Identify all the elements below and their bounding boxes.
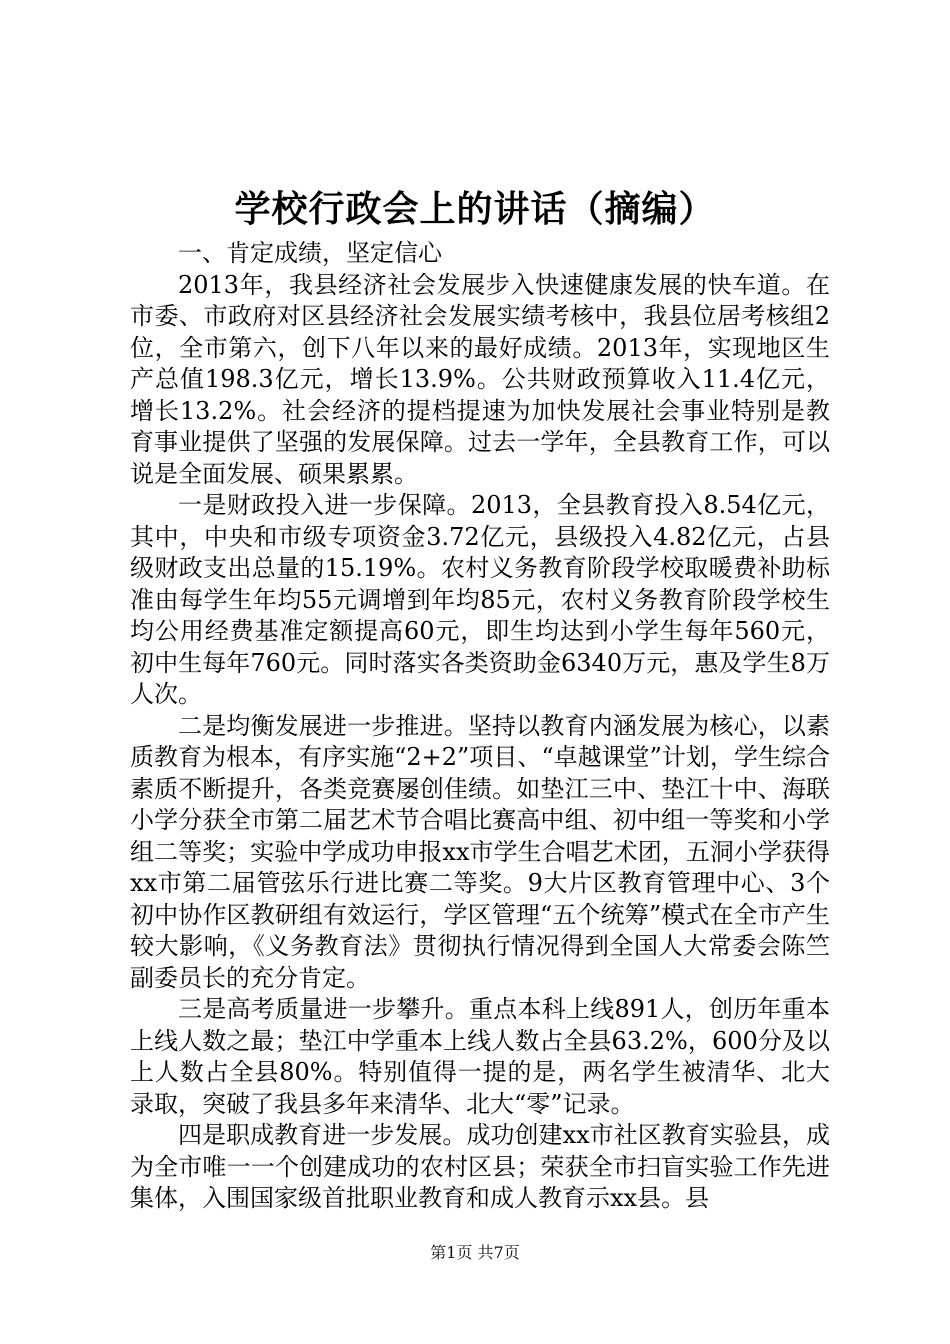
paragraph-overview: 2013年，我县经济社会发展步入快速健康发展的快车道。在市委、市政府对区县经济社会发展实绩考核中，我县位居考核组2位，全市第六，创下八年以来的最好成绩。2013年，实现地区生产总值198.3亿元，增长13.9%。公共财政预算收入11.4亿元，增长13.2%。社会经济的提档提速为加快发展社会事业特别是教育事业提供了坚强的发展保障。过去一学年，全县教育工作，可以说是全面发展、硕果累累。 — [130, 270, 830, 488]
document-body — [130, 238, 830, 1215]
paragraph-vocational-education: 四是职成教育进一步发展。成功创建xx市社区教育实验县，成为全市唯一一个创建成功的农村区县；荣获全市扫盲实验工作先进集体，入围国家级首批职业教育和成人教育示xx县。县 — [130, 1121, 830, 1212]
paragraph-exam-quality: 三是高考质量进一步攀升。重点本科上线891人，创历年重本上线人数之最；垫江中学重本上线人数占全县63.2%，600分及以上人数占全县80%。特别值得一提的是，两名学生被清华、北大录取，突破了我县多年来清华、北大“零”记录。 — [130, 995, 830, 1118]
paragraph-finance: 一是财政投入进一步保障。2013，全县教育投入8.54亿元，其中，中央和市级专项资金3.72亿元，县级投入4.82亿元，占县级财政支出总量的15.19%。农村义务教育阶段学校取暖费补助标准由每学生年均55元调增到年均85元，农村义务教育阶段学校生均公用经费基准定额提高60元，即生均达到小学生每年560元，初中生每年760元。同时落实各类资助金6340万元，惠及学生8万人次。 — [130, 491, 830, 708]
section-heading: 一、肯定成绩，坚定信心 — [178, 239, 442, 267]
paragraph-balanced-development: 二是均衡发展进一步推进。坚持以教育内涵发展为核心，以素质教育为根本，有序实施“2+2”项目、“卓越课堂”计划，学生综合素质不断提升，各类竞赛屡创佳绩。如垫江三中、垫江十中、海联小学分获全市第二届艺术节合唱比赛高中组、初中组一等奖和小学组二等奖；实验中学成功申报xx市学生合唱艺术团，五洞小学获得xx市第二届管弦乐行进比赛二等奖。9大片区教育管理中心、3个初中协作区教研组有效运行，学区管理“五个统筹”模式在全市产生较大影响，《义务教育法》贯彻执行情况得到全国人大常委会陈竺副委员长的充分肯定。 — [130, 711, 830, 992]
page-number-footer: 第1页 共7页 — [430, 1243, 520, 1262]
document-title: 学校行政会上的讲话（摘编） — [234, 188, 716, 230]
